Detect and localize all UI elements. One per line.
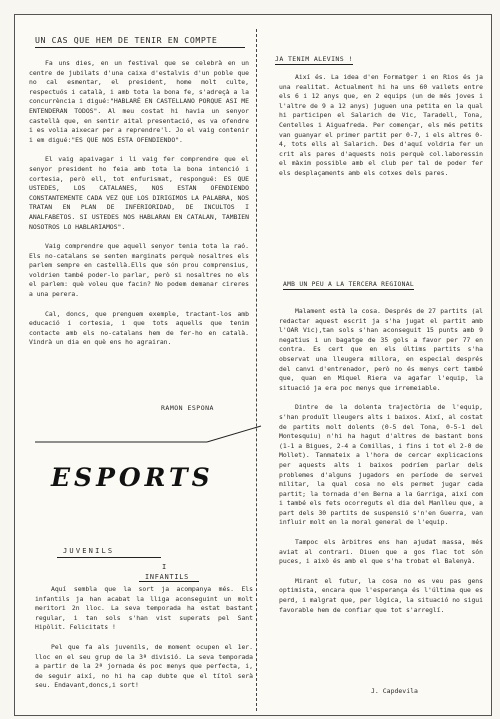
column-divider [256,29,257,711]
sports-paragraph: Pel que fa als juvenils, de moment ocupen el 1er. lloc en el seu grup de la 3ª divisió. La seva temporada a partir de la 2ª jornada és poc menys que perfecta, i, de seguir així, no hi ha cap dubte que el títol serà seu. Endavant,doncs,i sort! [35,642,253,690]
article-paragraph: Cal, doncs, que prenguem exemple, tractant-los amb educació i cortesia, i que tots aquells que tenim contacte amb els no-catalans hem de fer-ho en català. Vindrà un dia en què ens ho agrairan. [29,309,249,347]
tercera-heading: AMB UN PEU A LA TERCERA REGIONAL [283,281,414,288]
article-paragraph: Fa uns dies, en un festival que se celebrà en un centre de jubilats d'una caixa d'estalvis d'un poble que no cal esmentar, el president, home molt culte, respectuós i català, i amb tota la bona fe, s'adreçà a la concurrència i digué:"HABLARÉ EN CASTELLANO PORQUE ASI ME ENTENDERAN TODOS". Al meu costat hi havia un senyor castellà que, en sentir aital presentació, es va ofendre i es volia aixecar per a reprendre'l. Jo el vaig contenir i em digué:"ES QUE NOS ESTA OFENDIENDO". [29,59,249,144]
tercera-paragraph: Tampoc els àrbitres ens han ajudat massa, més aviat al contrari. Diuen que a gos flac tot són puces, i això és amb el que s'ha trobat el Balenyà. [279,538,483,566]
article-paragraph: Vaig comprendre que aquell senyor tenia tota la raó. Els no-catalans se senten marginats perquè nosaltres els parlem sempre en castellà.Ells que són prou comprensius, voldrien també poder-lo parlar, però si nosaltres no els el parlem: què voleu que facin? No podem demanar cireres a una perera. [29,242,249,299]
tercera-paragraph: Mirant el futur, la cosa no es veu pas gens optimista, encara que l'esperança és l'última que es perd, i malgrat que, per lògica, la situació no sigui favorable hem de confiar que tot s'arreglí. [279,576,483,614]
subheading-juvenils: JUVENILS [63,547,115,555]
right-column [261,15,487,715]
article-signature: RAMON ESPONA [161,404,214,412]
article-heading: UN CAS QUE HEM DE TENIR EN COMPTE [35,35,245,48]
sports-body [35,585,253,691]
article-body [29,59,249,348]
alevins-body [279,73,483,179]
tercera-paragraph: Malament està la cosa. Després de 27 partits (al redactar aquest escrit ja s'ha jugat el partit amb l'OAR Vic),tan sols s'han aconseguit 15 punts amb 9 negatius i un bagatge de 35 gols a favor per 77 en contra. Es cert que en els últims partits s'ha observat una lleugera millora, en especial després del canvi d'entrenador, però no és menys cert també que, quan en Miquel Riera va agafar l'equip, la situació ja era poc menys que irremeiable. [279,307,483,392]
right-signature: J. Capdevila [371,687,418,695]
tercera-paragraph: Dintre de la dolenta trajectòria de l'equip, s'han produït lleugers alts i baixos. Així, al costat de partits molt dolents (0-5 del Tona, 0-5-1 del Montesquiu) n'hi ha hagut d'altres de bastant bons (1-1 a Bigues, 2-4 a Comillas, i fins i tot el 2-0 de Mollet). Tanmateix a l'hora de cercar explicacions per aquests alts i baixos podríem parlar dels problemes d'alguns jugadors en període de servei militar, la qual cosa no els permet jugar cada partit; la tornada d'en Berna a la Garriga, així com i també els fets ocorreguts el dia del Manlleu que, a part dels 30 partits de suspensió s'n'en Guerra, van influir molt en la moral general de l'equip. [279,403,483,527]
left-column [21,15,253,715]
article-paragraph: El vaig apaivagar i li vaig fer comprendre que el senyor president ho feia amb tota la bona intenció i cortesia, però ell, tot enfurismat, respongué: ES QUE USTEDES, LOS CATALANES, NOS ESTAN OFENDIENDO CONSTANTEMENTE CADA VEZ QUE LOS DIRIGIMOS LA PALABRA, NOS TRATAN EN PLAN DE INFERIORIDAD, DE INCULTOS I ANALFABETOS. SI USTEDES NOS HABLARAN EN CATALAN, TAMBIEN NOSOTROS LO HABLARIAMOS". [29,155,249,231]
sports-paragraph: Aquí sembla que la sort ja acompanya més. Els infantils ja han acabat la lliga aconseguint un molt meritori 2n lloc. La seva temporada ha estat bastant regular, i tan sols s'han vist superats pel Sant Hipòlit. Felicitats ! [35,585,253,632]
alevins-heading: JA TENIM ALEVINS ! [275,55,353,63]
subheading-rule [139,581,199,582]
tercera-body [279,307,483,615]
subheading-rule [57,557,161,558]
subheading-infantils: INFANTILS [145,573,190,581]
alevins-paragraph: Així és. La idea d'en Formatger i en Rios és ja una realitat. Actualment hi ha uns 60 vailets entre els 6 i 12 anys que, en 2 equips (un de més joves i l'altre de 9 a 12 anys) juguen una petita en la qual hi participen el Salarich de Vic, Taradell, Tona, Centelles i Aiguafreda. Per començar, els més petits van guanyar el primer partit per 0-7, i els altres 0-4, tots ells al Salarich. Des d'aquí voldria fer un crit als pares d'aquests nois perquè col.laboressin el màxim possible amb el club per tal de poder fer els desplaçaments amb els cotxes dels pares. [279,73,483,177]
subheading-connector: I [162,563,167,571]
sports-section-title: ESPORTS [51,463,214,492]
signature-rule [35,424,263,454]
magazine-page [14,14,492,716]
